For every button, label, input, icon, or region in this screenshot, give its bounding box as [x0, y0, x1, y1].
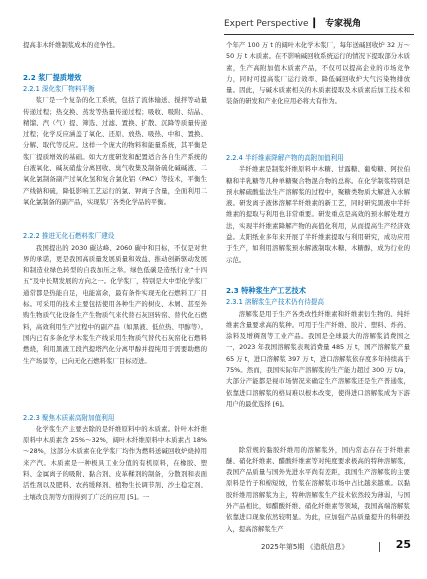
- section-2-3-1-heading: 2.3.1 溶解浆生产技术仍有待提高: [226, 298, 324, 307]
- section-2-3-heading: 2.3 特种浆生产工艺技术: [226, 286, 306, 296]
- intro-paragraph: 提高非木纤维制浆成本的竞争性。: [23, 41, 119, 49]
- section-2-2-heading: 2.2 浆厂提质增效: [23, 73, 82, 82]
- section-2-2-1-heading: 2.2.1 深化浆厂物料平衡: [23, 85, 95, 93]
- header-rule: [224, 34, 414, 35]
- header-chinese-label: 专家视角: [325, 19, 362, 29]
- section-2-3-1-paragraph-2: 除常规的黏胶纤维用的溶解浆外，国内常态存在于纤维素醚、硝化纤维素、醋酸纤维素等对纯度要求极高的特种溶解浆，我国产品质量与国外先进水平尚有差距，我国生产溶解浆的主要原料是竹子和棉短绒，竹浆在溶解浆市场中占比越来越重。以黏胶纤维用溶解浆为主，特种溶解浆生产技术依然较为薄弱，与国外产品相比，如醋酸纤维、硝化纤维素等领域，我国高端溶解浆依靠进口现象依然较明显。为此，应加强产品质量提升的科研投入，提高溶解浆生产: [226, 445, 410, 533]
- section-2-2-4-paragraph: 半纤维素是制浆纤维原料中木糖、甘露糖、葡萄糖、阿拉伯糖和半乳糖等几种单糖聚合物混合物的总称。在化学制浆特别是预水解硫酸盐法生产溶解浆的过程中，聚糖类物质大解进入水解液。研发离子液体溶解半纤维素的新工艺，同时研究黑液中半纤维素的提取与利用也非常重要。研发重点是高效的预水解处理方法，实现半纤维素降解产物的高值化利用，从而提高生产经济效益。太阳纸业多年来开展了半纤维素提取与利用研究，成功应用于生产，如利用溶解浆预水解液制取木糖、木糖醇，成为行业的示范。: [226, 165, 410, 264]
- section-2-2-4-heading: 2.2.4 半纤维素降解产物的高附加值利用: [226, 154, 344, 162]
- section-2-3-1-paragraph: 溶解浆是用于生产各类改性纤维素和纤维素衍生物的、纯纤维素含量要求高的浆种。可用于生产纤维、胶片、塑料、炸药、涂料及增稠剂等工业产品。我国是全球最大的溶解浆消费国之一，2023 年我国溶解浆表观消费量 485 万 t，国产溶解浆产量 65 万 t，进口溶解浆 397 万 t，进口溶解浆依存度多年持续高于 75%。然而，我国实际年产溶解浆的生产能力超过 300 万 t/a，大部分产能都是视市场情况来确定生产溶解浆还是生产普通浆，依靠进口溶解浆的格局难以根本改变，使得进口溶解浆成为下游用户的最优选择 [6]。: [226, 309, 410, 408]
- section-2-2-1-paragraph: 浆厂是一个复杂的化工系统，包括了流体输送、搅拌等动量传递过程；热交换、蒸发等热量传递过程；吸收、吸附、结晶、精馏、汽（气）提、筛选、过滤、置换、扩散、沉降等质量传递过程；化学反应涵盖了氧化、还原、放热、吸热、中和、置换、分解、取代等反应。这样一个庞大的物料和能量系统，其平衡是浆厂提质增效的基础。如大方度研发和配置适合各自生产系统的白液氧化、碱灰硝盐分离回收、臭气收集及制备硫化碱碱液、二氧化氯制备副产过氧化氢和复合氯化铝（PAC）等技术，平衡生产线钠和硫，降低影响工艺运行的氯、钾离子含量，全面利用二氧化氯制备的副产品，实现浆厂各类化学品的平衡。: [23, 96, 207, 206]
- left-column: [23, 40, 207, 549]
- section-2-2-2-paragraph: 我国提出的 2030 碳达峰、2060 碳中和目标，不仅是对世界的承诺，更是我国高质量发展质量和效益、推动创新驱动发展和制造业绿色转型的自我加压之举。绿色低碳是造纸行业“十四五”及中长期发展的方向之一。化学浆厂，特别是大中型化学浆厂通常都是热能自足，电能富余，最有条件实现无化石燃料工厂目标。可采用的技术主要包括使用各种生产的树皮、木屑、甚至外购生物质气化设备生产生物质气来代替石灰回转窑、替代化石燃料，高效利用生产过程中的副产品（如黑液、低位热、甲醇等）。国内已有多条化学木浆生产线采用生物质气替代石灰窑化石燃料燃烧，利用黑液工段汽提塔汽化分离甲醇并提纯用于需要助燃的生产场景等，已向无化石燃料浆厂目标迈进。: [23, 243, 207, 365]
- header-divider: ▎: [313, 19, 321, 29]
- right-column: [226, 40, 410, 547]
- page-header: [224, 18, 414, 30]
- section-2-2-2-heading: 2.2.2 推进无化石燃料浆厂建设: [23, 232, 115, 241]
- issue-label: 2025年第5期 《造纸信息》: [261, 543, 349, 551]
- section-2-2-3-paragraph: 化学浆生产主要去除的是纤维原料中的木质素。针叶木纤维原料中木质素含 25%～32%，阔叶木纤维原料中木质素占 18%～28%，这部分木质素在化学浆厂均作为燃料送碱回收炉烧掉用来产汽。木质素是一种极具工业分值的有机原料，在橡胶、塑料、金属离子的吸附、黏合剂、皮革鞣剂的制备，分散剂和表面活性剂以及肥料、农药缓释剂、植物生长调节剂、沙土稳定剂、土壤改良剂等方面得到了广泛的应用 [5]。一: [23, 424, 207, 501]
- page-footer: [261, 538, 411, 553]
- section-2-2-3-heading: 2.2.3 聚焦木质素高附加值利用: [23, 413, 115, 422]
- page-number: 25: [395, 538, 411, 551]
- footer-divider: [379, 542, 380, 552]
- continued-paragraph: 个年产 100 万 t 的阔叶木化学木浆厂，每年送碱回收炉 32 万～50 万 t 木质素。在不影响碱回收系统运行的情况下提取部分木质素，生产高附加值木质素产品，不仅可以提高企业的市场竞争力，同时可提高浆厂运行效率、降低碱回收炉大气污染物排放量。因此，与碱木质素相关的木质素提取及木质素后加工技术和装备的研发和产业化应用必将大有作为。: [226, 41, 410, 106]
- header-english-label: Expert Perspective: [224, 19, 309, 29]
